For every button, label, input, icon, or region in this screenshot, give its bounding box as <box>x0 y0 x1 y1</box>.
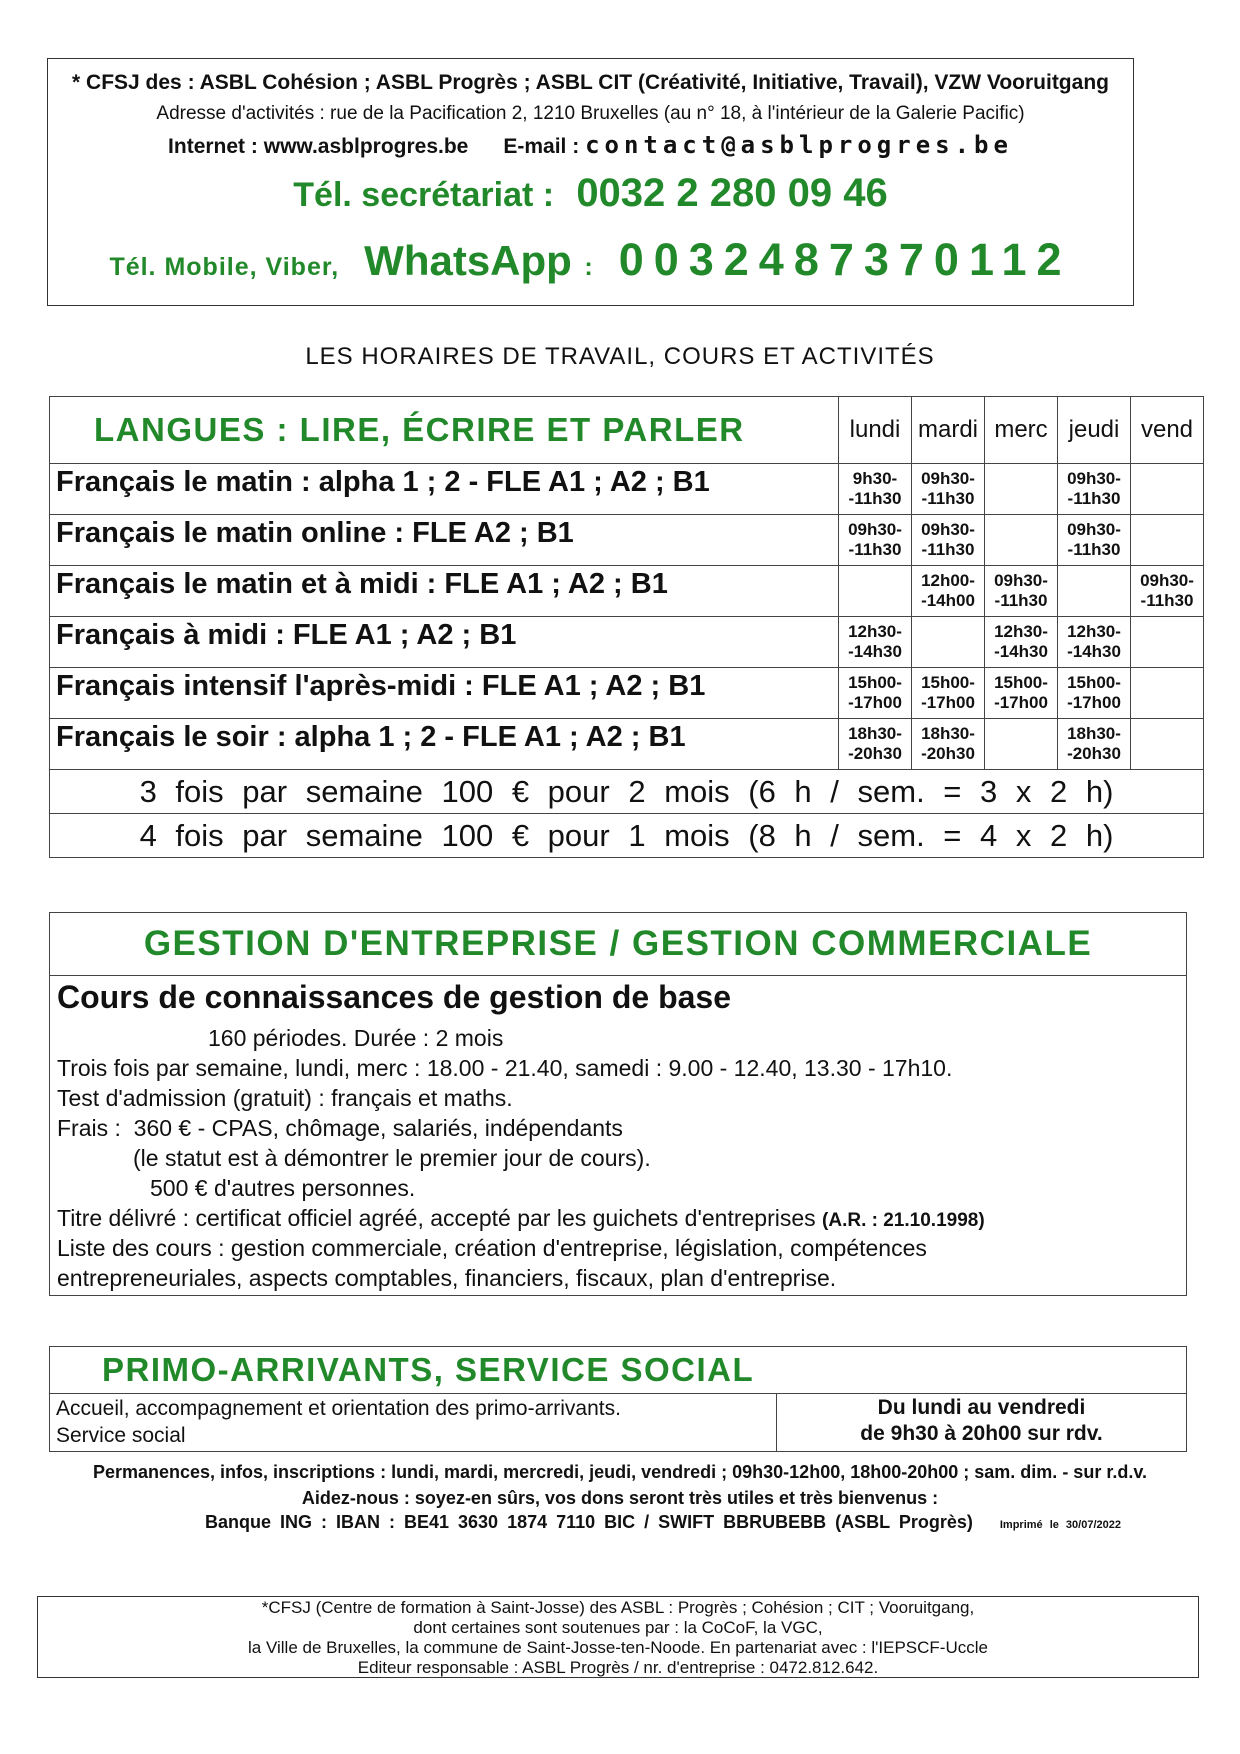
time-slot-mardi: 18h30- -20h30 <box>912 719 985 770</box>
course-name: Français le matin et à midi : FLE A1 ; A2 ; B1 <box>50 566 839 617</box>
price-row <box>50 770 1204 814</box>
time-slot-jeudi: 09h30- -11h30 <box>1058 515 1131 566</box>
gestion-titre <box>57 1205 985 1232</box>
fees-label: Frais : <box>57 1115 121 1141</box>
time-slot-lundi: 18h30- -20h30 <box>839 719 912 770</box>
time-slot-jeudi <box>1058 566 1131 617</box>
printed-date: Imprimé le 30/07/2022 <box>999 1519 1121 1531</box>
langues-title: LANGUES : LIRE, ÉCRIRE ET PARLER <box>50 397 839 464</box>
course-row <box>50 515 1204 566</box>
schedule-title: LES HORAIRES DE TRAVAIL, COURS ET ACTIVITÉS <box>305 343 935 370</box>
time-slot-jeudi: 09h30- -11h30 <box>1058 464 1131 515</box>
web-contact-line <box>48 131 1133 159</box>
course-name: Français le matin online : FLE A2 ; B1 <box>50 515 839 566</box>
primo-right-2: de 9h30 à 20h00 sur rdv. <box>860 1422 1103 1445</box>
gestion-subtitle: Cours de connaissances de gestion de base <box>57 979 731 1015</box>
time-slot-lundi: 15h00- -17h00 <box>839 668 912 719</box>
course-row <box>50 566 1204 617</box>
aidez-line: Aidez-nous : soyez-en sûrs, vos dons seront très utiles et très bienvenus : <box>301 1488 939 1508</box>
secretariat-number[interactable]: 0032 2 280 09 46 <box>576 171 888 215</box>
time-slot-vend <box>1131 719 1204 770</box>
mobile-label: Tél. Mobile, Viber, <box>109 253 340 281</box>
time-slot-mardi: 09h30- -11h30 <box>912 464 985 515</box>
price-4-times: 4 fois par semaine 100 € pour 1 mois (8 h / sem. = 4 x 2 h) <box>50 814 1204 858</box>
footer-box <box>37 1596 1199 1678</box>
internet-label: Internet : <box>168 135 258 158</box>
gestion-liste-1: Liste des cours : gestion commerciale, création d'entreprise, législation, compétences <box>57 1235 927 1261</box>
email-label: E-mail : <box>503 135 580 158</box>
whatsapp-colon: : <box>584 253 594 281</box>
time-slot-jeudi: 18h30- -20h30 <box>1058 719 1131 770</box>
footer-line-3: la Ville de Bruxelles, la commune de Saint-Josse-ten-Noode. En partenariat avec : l'IEPSCF-Uccle <box>248 1638 988 1657</box>
address-line: Adresse d'activités : rue de la Pacification 2, 1210 Bruxelles (au n° 18, à l'intérieur de la Galerie Pacific) <box>156 103 1025 124</box>
langues-table <box>49 396 1204 858</box>
whatsapp-number[interactable]: 0032487370112 <box>618 234 1072 285</box>
gestion-test: Test d'admission (gratuit) : français et maths. <box>57 1085 513 1111</box>
mobile-phone-line <box>48 234 1133 286</box>
price-row <box>50 814 1204 858</box>
gestion-fees <box>57 1115 623 1142</box>
contact-header <box>47 58 1134 306</box>
time-slot-merc <box>985 719 1058 770</box>
fees-3: 500 € d'autres personnes. <box>150 1175 416 1201</box>
primo-right-1: Du lundi au vendredi <box>877 1396 1086 1419</box>
time-slot-mardi: 09h30- -11h30 <box>912 515 985 566</box>
time-slot-vend: 09h30- -11h30 <box>1131 566 1204 617</box>
primo-left-1: Accueil, accompagnement et orientation des primo-arrivants. <box>56 1397 621 1420</box>
footer-line-4: Editeur responsable : ASBL Progrès / nr. d'entreprise : 0472.812.642. <box>357 1658 879 1677</box>
footer-line-2: dont certaines sont soutenues par : la CoCoF, la VGC, <box>413 1618 823 1637</box>
time-slot-lundi: 09h30- -11h30 <box>839 515 912 566</box>
course-row <box>50 719 1204 770</box>
primo-section <box>49 1346 1187 1452</box>
time-slot-lundi <box>839 566 912 617</box>
course-name: Français à midi : FLE A1 ; A2 ; B1 <box>50 617 839 668</box>
day-header: mardi <box>912 397 985 464</box>
primo-left-2: Service social <box>56 1424 186 1447</box>
gestion-schedule: Trois fois par semaine, lundi, merc : 18.00 - 21.40, samedi : 9.00 - 12.40, 13.30 - 17h10. <box>57 1055 953 1081</box>
langues-header-row <box>50 397 1204 464</box>
secretariat-phone-line <box>48 171 1133 216</box>
course-row <box>50 464 1204 515</box>
price-3-times: 3 fois par semaine 100 € pour 2 mois (6 h / sem. = 3 x 2 h) <box>50 770 1204 814</box>
primo-hours <box>777 1393 1186 1451</box>
time-slot-vend <box>1131 617 1204 668</box>
day-header: jeudi <box>1058 397 1131 464</box>
primo-title: PRIMO-ARRIVANTS, SERVICE SOCIAL <box>50 1347 1186 1394</box>
titre-text: Titre délivré : certificat officiel agréé, accepté par les guichets d'entreprises <box>57 1205 816 1231</box>
time-slot-jeudi: 12h30- -14h30 <box>1058 617 1131 668</box>
time-slot-merc <box>985 515 1058 566</box>
time-slot-mardi: 15h00- -17h00 <box>912 668 985 719</box>
time-slot-merc: 09h30- -11h30 <box>985 566 1058 617</box>
time-slot-jeudi: 15h00- -17h00 <box>1058 668 1131 719</box>
permanences-line: Permanences, infos, inscriptions : lundi, mardi, mercredi, jeudi, vendredi ; 09h30-12h00, 18h00-20h00 ; sam. dim. - sur r.d.v. <box>92 1462 1148 1482</box>
gestion-section <box>49 912 1187 1296</box>
course-name: Français le soir : alpha 1 ; 2 - FLE A1 ; A2 ; B1 <box>50 719 839 770</box>
time-slot-lundi: 12h30- -14h30 <box>839 617 912 668</box>
primo-description <box>50 1393 777 1451</box>
time-slot-vend <box>1131 464 1204 515</box>
time-slot-mardi: 12h00- -14h00 <box>912 566 985 617</box>
bank-line <box>205 1512 1121 1533</box>
titre-ref: (A.R. : 21.10.1998) <box>822 1210 985 1231</box>
email-link[interactable]: contact@asblprogres.be <box>585 131 1013 159</box>
bank-details: Banque ING : IBAN : BE41 3630 1874 7110 BIC / SWIFT BBRUBEBB (ASBL Progrès) <box>205 1512 973 1532</box>
fees-2: (le statut est à démontrer le premier jour de cours). <box>133 1145 651 1171</box>
gestion-periods: 160 périodes. Durée : 2 mois <box>208 1025 504 1051</box>
day-header: vend <box>1131 397 1204 464</box>
secretariat-label: Tél. secrétariat : <box>293 176 555 214</box>
time-slot-merc: 12h30- -14h30 <box>985 617 1058 668</box>
time-slot-merc <box>985 464 1058 515</box>
gestion-liste-2: entrepreneuriales, aspects comptables, financiers, fiscaux, plan d'entreprise. <box>57 1265 837 1291</box>
time-slot-lundi: 9h30- -11h30 <box>839 464 912 515</box>
time-slot-merc: 15h00- -17h00 <box>985 668 1058 719</box>
day-header: merc <box>985 397 1058 464</box>
course-row <box>50 617 1204 668</box>
fees-1: 360 € - CPAS, chômage, salariés, indépendants <box>133 1115 623 1141</box>
organizations-line: * CFSJ des : ASBL Cohésion ; ASBL Progrès ; ASBL CIT (Créativité, Initiative, Travail), VZW Vooruitgang <box>72 71 1109 94</box>
time-slot-vend <box>1131 668 1204 719</box>
course-name: Français le matin : alpha 1 ; 2 - FLE A1 ; A2 ; B1 <box>50 464 839 515</box>
website-link[interactable]: www.asblprogres.be <box>263 135 469 158</box>
course-row <box>50 668 1204 719</box>
course-name: Français intensif l'après-midi : FLE A1 ; A2 ; B1 <box>50 668 839 719</box>
time-slot-mardi <box>912 617 985 668</box>
footer-line-1: *CFSJ (Centre de formation à Saint-Josse) des ASBL : Progrès ; Cohésion ; CIT ; Vooruitgang, <box>261 1598 975 1617</box>
whatsapp-label: WhatsApp <box>364 237 572 284</box>
gestion-title: GESTION D'ENTREPRISE / GESTION COMMERCIALE <box>50 913 1186 976</box>
time-slot-vend <box>1131 515 1204 566</box>
day-header: lundi <box>839 397 912 464</box>
